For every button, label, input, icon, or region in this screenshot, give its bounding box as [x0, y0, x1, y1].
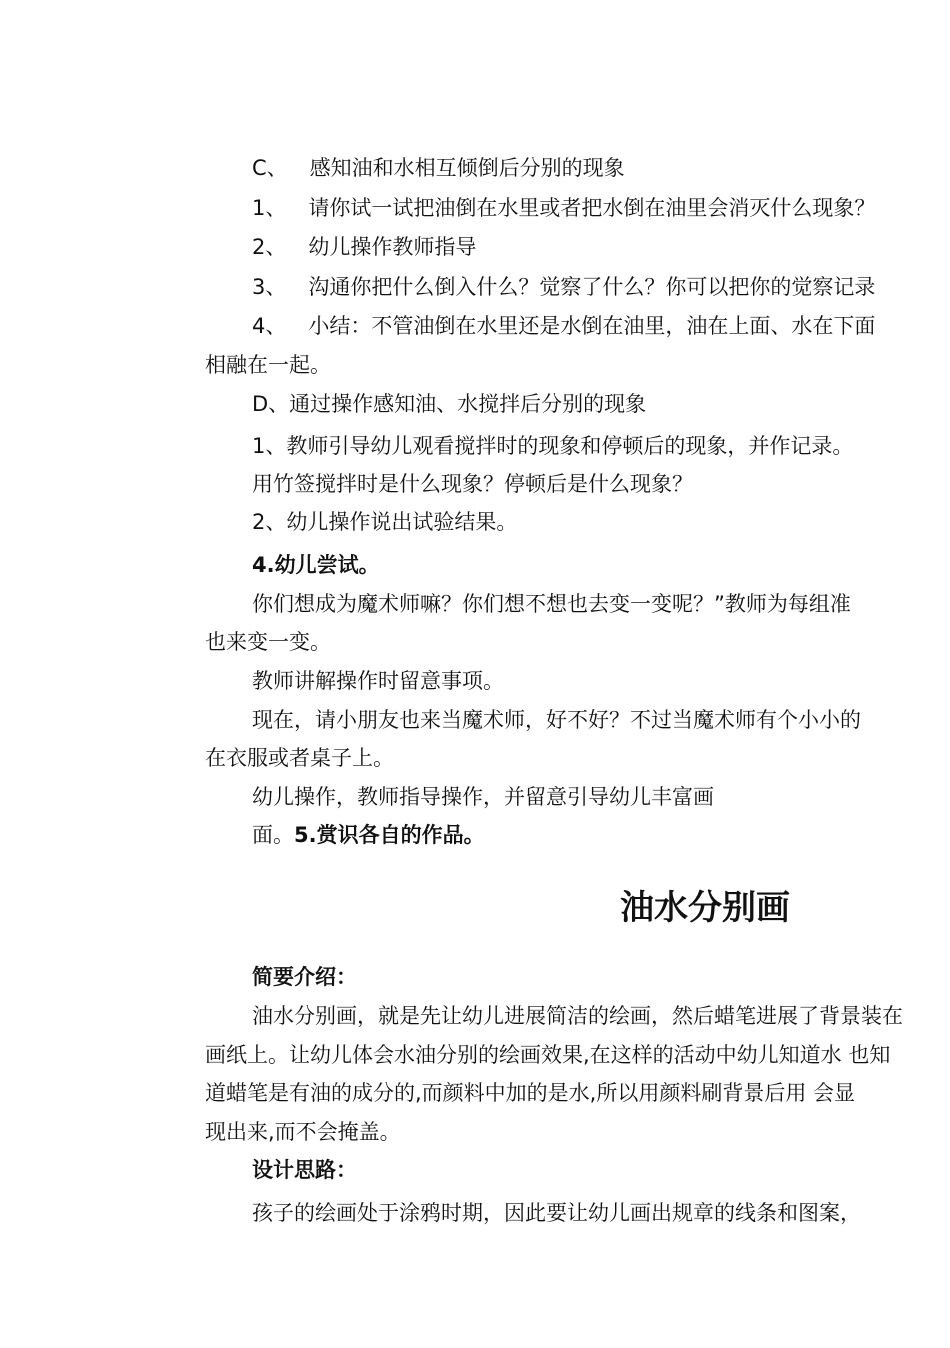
step4-paragraph-1-continued: 也来变一变。: [205, 630, 331, 654]
design-heading: 设计思路：: [252, 1158, 357, 1182]
intro-line-2: 画纸上。让幼儿体会水油分别的绘画效果,在这样的活动中幼儿知道水 也知: [205, 1043, 891, 1067]
document-title: 油水分别画: [620, 888, 790, 928]
c-item-4-text: 小结：不管油倒在水里还是水倒在油里，油在上面、水在下面: [308, 314, 876, 338]
step4-paragraph-1: 你们想成为魔术师嘛？你们想不想也去变一变呢？”教师为每组准: [252, 592, 851, 616]
c-item-4: [252, 313, 875, 339]
c-item-3-label: 3、: [252, 275, 287, 299]
d-item-1-question: 用竹签搅拌时是什么现象？停顿后是什么现象？: [252, 472, 693, 496]
intro-heading: 简要介绍：: [252, 965, 357, 989]
design-line-1: 孩子的绘画处于涂鸦时期，因此要让幼儿画出规章的线条和图案，: [252, 1201, 861, 1225]
c-item-3-text: 沟通你把什么倒入什么？觉察了什么？你可以把你的觉察记录: [308, 275, 876, 299]
step4-heading: 4.幼儿尝试。: [252, 553, 380, 577]
intro-line-1: 油水分别画，就是先让幼儿进展简洁的绘画，然后蜡笔进展了背景装在: [252, 1004, 903, 1028]
c-item-1-text: 请你试一试把油倒在水里或者把水倒在油里会消灭什么现象？: [308, 196, 876, 220]
intro-line-4: 现出来,而不会掩盖。: [205, 1120, 401, 1144]
c-heading-label: C、: [252, 156, 288, 180]
c-item-2-text: 幼儿操作教师指导: [308, 235, 477, 259]
d-item-2: 2、幼儿操作说出试验结果。: [252, 510, 518, 534]
c-heading: [252, 155, 625, 181]
intro-line-3: 道蜡笔是有油的成分的,而颜料中加的是水,所以用颜料刷背景后用 会显: [205, 1081, 856, 1105]
step4-paragraph-4-continued: [252, 822, 485, 848]
c-item-1: [252, 195, 875, 221]
step5-heading: 5.赏识各自的作品。: [294, 823, 485, 847]
c-item-3: [252, 274, 875, 300]
c-item-2-label: 2、: [252, 235, 287, 259]
c-item-2: [252, 234, 476, 260]
c-item-4-continued: 相融在一起。: [205, 353, 331, 377]
step4-paragraph-3-continued: 在衣服或者桌子上。: [205, 746, 394, 770]
d-heading: D、通过操作感知油、水搅拌后分别的现象: [252, 392, 647, 416]
step4-paragraph-2: 教师讲解操作时留意事项。: [252, 669, 504, 693]
step4-paragraph-4-end: 面。: [252, 823, 294, 847]
step4-paragraph-3: 现在，请小朋友也来当魔术师，好不好？不过当魔术师有个小小的: [252, 708, 861, 732]
c-item-4-label: 4、: [252, 314, 287, 338]
c-heading-text: 感知油和水相互倾倒后分别的现象: [309, 156, 625, 180]
c-item-1-label: 1、: [252, 196, 287, 220]
d-item-1: 1、教师引导幼儿观看搅拌时的现象和停顿后的现象，并作记录。: [252, 434, 854, 458]
step4-paragraph-4: 幼儿操作，教师指导操作，并留意引导幼儿丰富画: [252, 785, 714, 809]
